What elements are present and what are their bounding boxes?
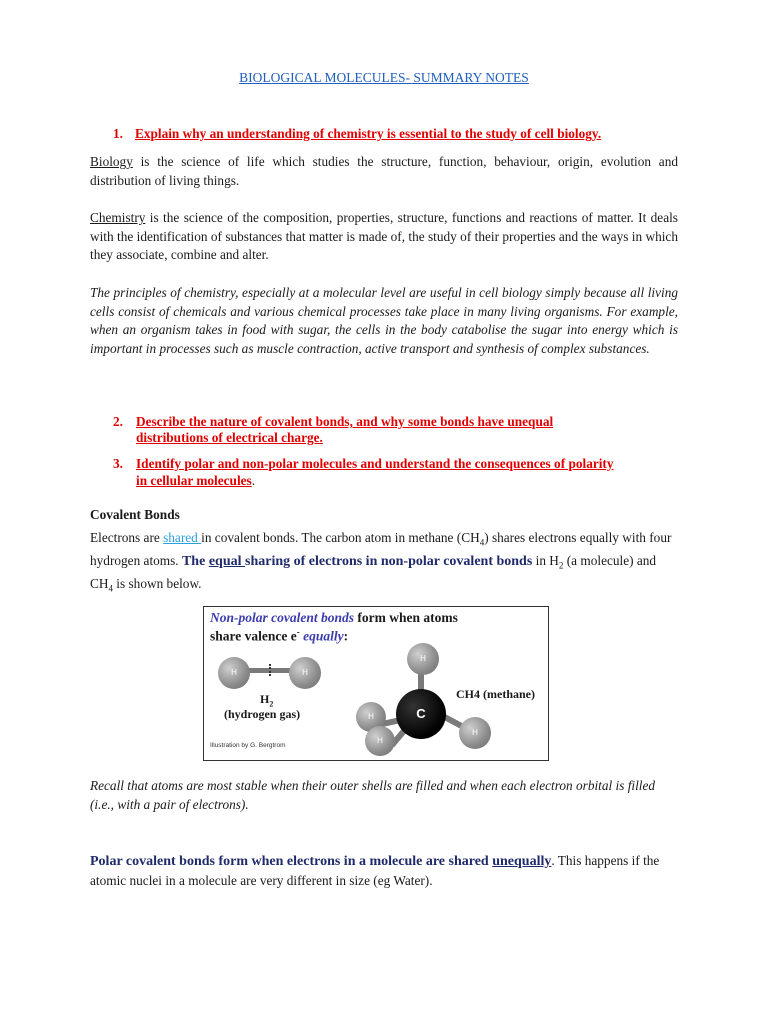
carbon-atom	[396, 689, 446, 739]
polar-unequally: unequally	[492, 854, 552, 869]
h2-subscript: 2	[269, 699, 274, 709]
covalent-text-2: in covalent bonds. The carbon atom in methane (CH	[201, 530, 480, 545]
covalent-text-4: in H	[532, 553, 559, 569]
question-1	[113, 125, 713, 143]
question-1-number: 1.	[113, 126, 123, 141]
chemistry-term: Chemistry	[90, 210, 146, 225]
polar-paragraph	[90, 852, 678, 890]
figure-caption-share: share valence e	[210, 628, 297, 644]
figure-caption-sup: -	[296, 627, 300, 637]
covalent-text-5: (a molecule) and CH	[90, 553, 657, 592]
figure-caption-rest: form when atoms	[354, 610, 458, 625]
h2-name: (hydrogen gas)	[224, 707, 301, 721]
subscript-4b: 4	[108, 583, 113, 594]
question-1-text: Explain why an understanding of chemistry is essential to the study of cell biology.	[134, 126, 602, 141]
covalent-bold-2: sharing of electrons in non-polar covalent bonds	[245, 554, 533, 570]
hydrogen-atom	[459, 717, 491, 749]
chemistry-paragraph	[90, 209, 678, 265]
nonpolar-bond-figure	[203, 606, 549, 761]
biology-text: is the science of life which studies the structure, function, behaviour, origin, evolution and distribution of living things.	[90, 154, 678, 188]
covalent-text-6: is shown below.	[112, 576, 202, 592]
atom-c-label: C	[416, 706, 426, 721]
covalent-bold-1: The	[181, 554, 209, 570]
question-3-number: 3.	[113, 456, 123, 471]
h2-label	[260, 692, 273, 708]
figure-credit: Illustration by G. Bergtrom	[210, 742, 286, 749]
covalent-equal: equal	[208, 554, 245, 570]
atom-h-label: H	[231, 668, 237, 677]
subscript-4: 4	[479, 537, 485, 548]
figure-caption-line2	[210, 627, 348, 645]
recall-paragraph: Recall that atoms are most stable when their outer shells are filled and when each electron orbital is filled (i.e., with a pair of electrons).	[90, 778, 656, 812]
atom-h-label: H	[472, 728, 478, 737]
covalent-text-3: ) shares electrons equally with four hydrogen atoms.	[90, 530, 672, 569]
question-3-line2: in cellular molecules	[136, 473, 252, 488]
principles-paragraph: The principles of chemistry, especially at a molecular level are useful in cell biology simply because all living cells consist of chemicals and various chemical processes take place in many living organisms. For example, when an organism takes in food with sugar, the cells in the body catabolise the sugar into energy which is important in processes such as muscle contraction, active transport and synthesis of complex substances.	[90, 285, 678, 356]
biology-paragraph	[90, 153, 678, 190]
figure-caption-equally: equally	[303, 628, 344, 644]
polar-text: . This happens if the atomic nuclei in a molecule are very different in size (eg Water).	[90, 853, 660, 888]
question-2-line1: Describe the nature of covalent bonds, and why some bonds have unequal	[136, 414, 554, 429]
question-2-number: 2.	[113, 414, 123, 429]
hydrogen-atom	[407, 643, 439, 675]
figure-caption-colored: Non-polar covalent bonds	[210, 610, 355, 625]
page-title: BIOLOGICAL MOLECULES- SUMMARY NOTES	[239, 70, 529, 85]
hydrogen-atom	[289, 657, 321, 689]
figure-caption-colon: :	[343, 628, 349, 644]
hydrogen-atom	[365, 726, 395, 756]
subscript-2: 2	[558, 560, 564, 571]
h2-electron-pair	[269, 664, 275, 676]
biology-term: Biology	[90, 154, 133, 169]
h2-formula: H	[260, 692, 270, 706]
shared-link[interactable]: shared	[163, 530, 202, 545]
atom-h-label: H	[377, 736, 383, 745]
atom-h-label: H	[302, 668, 308, 677]
ch4-label: CH4 (methane)	[456, 687, 535, 701]
question-3-trail: .	[251, 473, 256, 488]
covalent-heading: Covalent Bonds	[90, 507, 180, 522]
atom-h-label: H	[420, 654, 426, 663]
hydrogen-atom	[218, 657, 250, 689]
covalent-text-1: Electrons are	[90, 530, 164, 545]
figure-caption-line1	[210, 610, 458, 626]
question-2-line2: distributions of electrical charge.	[136, 430, 323, 445]
covalent-paragraph	[90, 529, 678, 598]
atom-h-label: H	[368, 712, 374, 721]
chemistry-text: is the science of the composition, properties, structure, functions and reactions of matter. It deals with the identification of substances that matter is made of, the study of their properties and the ways in which they associate, combine and alter.	[90, 210, 678, 262]
question-3-line1: Identify polar and non-polar molecules and understand the consequences of polarity	[136, 456, 614, 471]
polar-bold: Polar covalent bonds form when electrons in a molecule are shared	[90, 854, 493, 869]
